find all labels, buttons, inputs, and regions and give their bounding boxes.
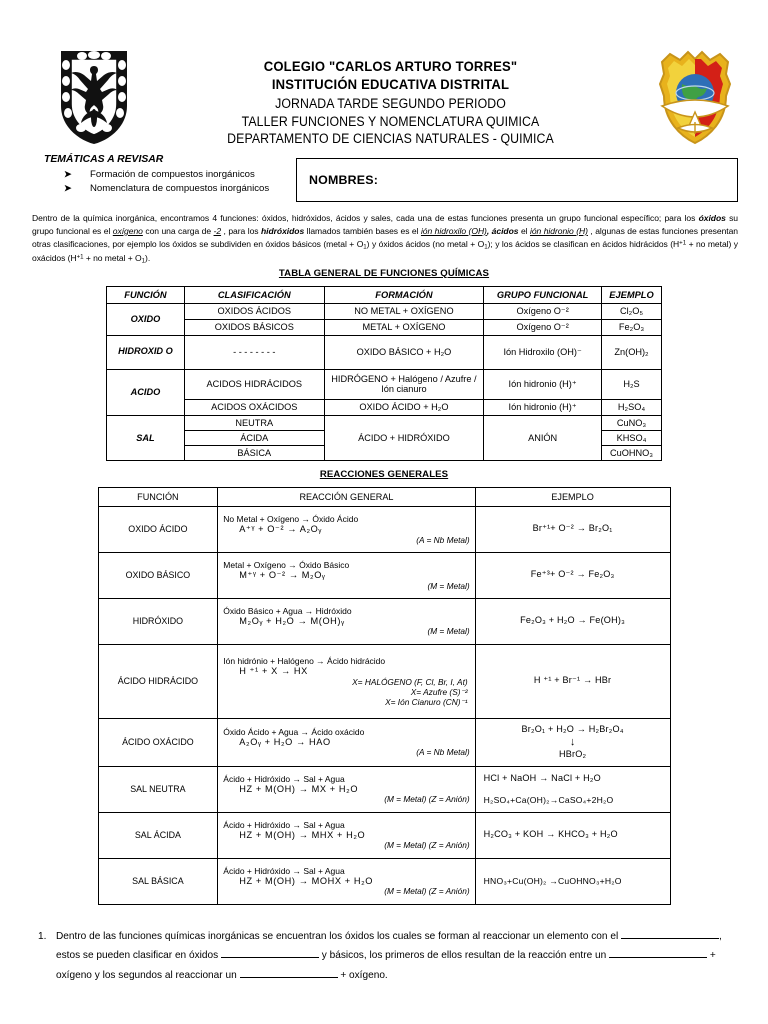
reaccion-note: (A = Nb Metal) [416,534,470,545]
exercise-number: 1. [38,930,47,942]
bogota-coat-of-arms-icon [55,48,133,146]
table-row [98,598,670,644]
ejemplo-line: HCl + NaOH → NaCl + H₂O [483,772,601,783]
intro-paragraph: Dentro de la química inorgánica, encontramos 4 funciones: óxidos, hidróxidos, ácidos y sales, cada una de estas funciones presenta un grupo funcional específico; para los óxidos su grupo funcional es el oxígeno con una carga de -2 , para los hidróxidos llamados también bases es el ión hidroxilo (OH), ácidos el ión hidronio (H) , algunas de estas funciones presentan otras clasificaciones, por ejemplo los óxidos se subdividen en óxidos básicos (metal + $O_1$) y óxidos ácidos (no metal + $O_1$); y los ácidos se clasifican en ácidos hidrácidos ($H^{+1}$ + no metal) y oxácidos ($H^{+1}$ + no metal + $O_1$). [32,213,739,265]
list-item [64,168,296,182]
down-arrow-icon: ↓ [569,735,576,748]
cell-formacion-sal: ÁCIDO + HIDRÓXIDO [324,415,484,460]
cell-formacion: OXIDO BÁSICO + H₂O [324,335,484,369]
intro-em-hidroxilo: ión hidroxilo (OH) [420,225,487,236]
reaccion-symbols: HZ + M(OH) → MHX + H₂O [239,830,366,841]
reaccion-words: Ácido + Hidróxido → Sal + Agua [223,820,345,831]
cell-ejemplo: Zn(OH)₂ [602,335,662,369]
cell-clasificacion: OXIDOS ÁCIDOS [184,303,324,319]
ejemplo-line: H₂CO₃ + KOH → KHCO₃ + H₂O [483,829,618,840]
reaccion-note-azufre: X= Azufre (S)⁻² [410,686,468,697]
tabla-general-funciones-quimicas [106,286,662,461]
cell-ejemplo: CuNO₃ [602,415,662,430]
header-line-3: JORNADA TARDE SEGUNDO PERIODO [275,95,506,111]
ejemplo-line: Br⁺¹+ O⁻² → Br₂O₁ [532,523,613,534]
ejemplo-line: HNO₃+Cu(OH)₂ →CuOHNO₃+H₂O [483,875,622,886]
answer-blank-3[interactable] [609,957,707,958]
list-item [64,182,296,196]
table-row [98,766,670,812]
ejemplo-line: H ⁺¹ + Br⁻¹ → HBr [533,675,612,686]
answer-blank-2[interactable] [221,957,319,958]
cell-clasificacion: ACIDOS HIDRÁCIDOS [184,369,324,399]
ejemplo-line: Fe₂O₃ + H₂O → Fe(OH)₃ [520,615,625,626]
cell-formacion: OXIDO ÁCIDO + H₂O [324,399,484,415]
cell-funcion-hidroxido: HIDROXID O [107,335,185,369]
cell-ejemplo [475,812,670,858]
intro-text-5: llamados también bases es el [306,225,419,236]
reaccion-words: Ión hidrónio + Halógeno → Ácido hidrácido [223,655,386,666]
table-row [98,812,670,858]
cell-reaccion [218,506,475,552]
cell-ejemplo: H₂SO₄ [602,399,662,415]
col-header-funcion: FUNCIÓN [98,487,218,506]
cell-funcion-sal-acida: SAL ÁCIDA [98,812,218,858]
cell-formacion: METAL + OXÍGENO [324,319,484,335]
reaccion-symbols: HZ + M(OH) → MX + H₂O [239,784,359,795]
cell-grupo-funcional: Oxígeno O⁻² [484,319,602,335]
reaccion-note: (M = Metal) (Z = Anión) [384,886,470,897]
reaccion-words: Óxido Ácido + Agua → Ácido oxácido [223,727,365,738]
reaccion-words: No Metal + Oxígeno → Óxido Ácido [223,513,359,524]
ejemplo-line: Br₂O₁ + H₂O → H₂Br₂O₄ [521,724,624,735]
intro-em-hidroxidos: hidróxidos [260,225,305,236]
intro-text-7: , algunas de estas funciones presentan otras clasificaciones, por ejemplo los óxidos se subdividen en óxidos básicos (metal + O [32,225,739,249]
ejemplo-line: Fe⁺³+ O⁻² → Fe₂O₃ [530,569,615,580]
col-header-formacion: FORMACIÓN [324,286,484,303]
table-row [107,303,662,319]
cell-reaccion [218,718,475,766]
cell-ejemplo: Fe₂O₃ [602,319,662,335]
cell-reaccion [218,598,475,644]
exercise-text-1: Dentro de las funciones químicas inorgánicas se encuentran los óxidos los cuales se forman al reaccionar un elemento con el [56,930,619,942]
table2-title: REACCIONES GENERALES [319,468,449,480]
cell-clasificacion: NEUTRA [184,415,324,430]
tematicas-list [44,168,296,195]
cell-grupo-funcional: Ión Hidroxilo (OH)⁻ [484,335,602,369]
col-header-ejemplo: EJEMPLO [475,487,670,506]
cell-reaccion [218,812,475,858]
cell-grupo-funcional: Oxígeno O⁻² [484,303,602,319]
table-row [98,858,670,904]
cell-formacion: HIDRÓGENO + Halógeno / Azufre / Ión cianuro [324,369,484,399]
cell-funcion-hidroxido: HIDRÓXIDO [98,598,218,644]
ejemplo-line-2: HBrO₂ [558,748,587,759]
cell-funcion-acido-oxacido: ÁCIDO OXÁCIDO [98,718,218,766]
intro-text-4: , para los [223,225,259,236]
reaccion-symbols: H ⁺¹ + X → HX [239,665,308,676]
reaccion-symbols: M₂Oᵧ + H₂O → M(OH)ᵧ [239,616,345,627]
nombres-label: NOMBRES: [309,173,379,187]
reaccion-symbols: HZ + M(OH) → MOHX + H₂O [239,876,374,887]
reaccion-symbols: M⁺ᵞ + O⁻² → M₂Oᵧ [239,569,326,580]
header-line-5: DEPARTAMENTO DE CIENCIAS NATURALES - QUIMICA [227,131,554,147]
institution-name: INSTITUCIÓN EDUCATIVA DISTRITAL [271,77,510,94]
table-header-row [107,286,662,303]
cell-clasificacion: BÁSICA [184,445,324,460]
intro-text-11: + no metal + O [85,252,142,263]
tematicas-nombres-row [0,148,768,202]
table-row [98,718,670,766]
cell-ejemplo: KHSO₄ [602,430,662,445]
intro-em-hidronio: ión hidronio (H) [529,225,588,236]
intro-text-2: su grupo funcional es el [32,213,738,236]
table-row [98,506,670,552]
cell-ejemplo [475,552,670,598]
cell-ejemplo [475,718,670,766]
cell-grupo-funcional: Ión hidronio (H)⁺ [484,399,602,415]
tematicas-block [44,154,296,195]
table-row [107,319,662,335]
reaccion-note-halogeno: X= HALÓGENO (F, Cl, Br, I, At) [352,676,468,687]
reaccion-symbols: A⁺ᵞ + O⁻² → A₂Oᵧ [239,523,322,534]
exercise-text-4: + oxígeno y los segundos al reaccionar un [56,950,716,982]
cell-funcion-acido-hidracido: ÁCIDO HIDRÁCIDO [98,644,218,718]
cell-clasificacion: - - - - - - - - [184,335,324,369]
intro-em-oxidos: óxidos [698,213,726,223]
cell-ejemplo: Cl₂O₅ [602,303,662,319]
cell-ejemplo [475,598,670,644]
header-titles [133,48,648,148]
tematicas-item-label: Formación de compuestos inorgánicos [90,169,255,180]
intro-text-6: el [520,225,528,236]
intro-text-10: + no metal) y oxácidos (H [32,238,739,263]
reaccion-words: Óxido Básico + Agua → Hidróxido [223,606,352,617]
cell-reaccion [218,552,475,598]
reaccion-note: (M = Metal) [427,626,470,637]
header-line-4: TALLER FUNCIONES Y NOMENCLATURA QUIMICA [241,113,540,129]
reaccion-note: (M = Metal) [427,580,470,591]
cell-funcion-oxido: OXIDO [107,303,185,335]
table-row [98,644,670,718]
cell-ejemplo [475,766,670,812]
arrow-bullet-icon: ➤ [64,169,72,179]
exercise-1 [32,927,738,986]
answer-blank-4[interactable] [240,977,338,978]
reaccion-note: (M = Metal) (Z = Anión) [384,840,470,851]
reaccion-note: (A = Nb Metal) [416,747,470,758]
intro-text-9: ); y los ácidos se clasifican en ácidos hidrácidos (H [487,238,680,249]
ejemplo-line-2: H₂SO₄+Ca(OH)₂→CaSO₄+2H₂O [483,794,614,805]
col-header-reaccion-general: REACCIÓN GENERAL [218,487,475,506]
tematicas-item-label: Nomenclatura de compuestos inorgánicos [90,182,270,194]
table-header-row [98,487,670,506]
cell-ejemplo [475,644,670,718]
cell-funcion-sal-basica: SAL BÁSICA [98,858,218,904]
table-row [107,399,662,415]
document-header [0,0,768,148]
tabla-reacciones-generales [98,487,671,905]
cell-funcion-acido: ACIDO [107,369,185,415]
intro-em-oxigeno: oxígeno [112,225,143,236]
school-name: COLEGIO "CARLOS ARTURO TORRES" [263,59,518,75]
exercise-text [56,927,738,986]
cell-reaccion [218,644,475,718]
exercise-text-5: + oxígeno. [340,970,388,982]
table-row [107,369,662,399]
cell-funcion-sal-neutra: SAL NEUTRA [98,766,218,812]
cell-reaccion [218,766,475,812]
cell-ejemplo [475,506,670,552]
cell-clasificacion: ÁCIDA [184,430,324,445]
cell-funcion-oxido-basico: OXIDO BÁSICO [98,552,218,598]
table-row [98,552,670,598]
table1-title: TABLA GENERAL DE FUNCIONES QUÍMICAS [278,267,490,279]
intro-text-12: ). [145,252,151,263]
reaccion-note: (M = Metal) (Z = Anión) [384,794,470,805]
cell-funcion-oxido-acido: OXIDO ÁCIDO [98,506,218,552]
cell-ejemplo [475,858,670,904]
col-header-ejemplo: EJEMPLO [602,286,662,303]
intro-em-acidos: ácidos [491,225,519,236]
cell-grupo-funcional: Ión hidronio (H)⁺ [484,369,602,399]
school-emblem-icon [652,48,738,148]
intro-text-1: Dentro de la química inorgánica, encontramos 4 funciones: óxidos, hidróxidos, ácidos y sales, cada una de estas funciones presenta un grupo funcional específico; para los [32,213,696,223]
reaccion-words: Ácido + Hidróxido → Sal + Agua [223,774,345,785]
exercise-text-2: , estos se pueden clasificar en óxidos [56,930,722,962]
reaccion-words: Ácido + Hidróxido → Sal + Agua [223,866,345,877]
answer-blank-1[interactable] [621,938,719,939]
cell-grupo-funcional-sal: ANIÓN [484,415,602,460]
col-header-clasificacion: CLASIFICACIÓN [184,286,324,303]
cell-reaccion [218,858,475,904]
table-row [107,335,662,369]
cell-clasificacion: ACIDOS OXÁCIDOS [184,399,324,415]
reaccion-words: Metal + Oxígeno → Óxido Básico [223,559,350,570]
table-row [107,415,662,430]
col-header-grupo-funcional: GRUPO FUNCIONAL [484,286,602,303]
col-header-funcion: FUNCIÓN [107,286,185,303]
cell-formacion: NO METAL + OXÍGENO [324,303,484,319]
tematicas-title: TEMÁTICAS A REVISAR [44,154,164,165]
cell-funcion-sal: SAL [107,415,185,460]
cell-ejemplo: H₂S [602,369,662,399]
cell-clasificacion: OXIDOS BÁSICOS [184,319,324,335]
intro-text-8: ) y óxidos ácidos (no metal + O [366,238,485,249]
reaccion-symbols: A₂Oᵧ + H₂O → HAO [239,737,331,748]
intro-text-3: con una carga de [145,225,212,236]
arrow-bullet-icon: ➤ [64,182,72,193]
intro-em-carga: -2 [213,225,222,236]
exercise-text-3: y básicos, los primeros de ellos resultan de la reacción entre un [321,950,607,962]
nombres-field[interactable] [296,158,738,202]
cell-ejemplo: CuOHNO₃ [602,445,662,460]
reaccion-note-cianuro: X= Ión Cianuro (CN)⁻¹ [385,696,468,707]
